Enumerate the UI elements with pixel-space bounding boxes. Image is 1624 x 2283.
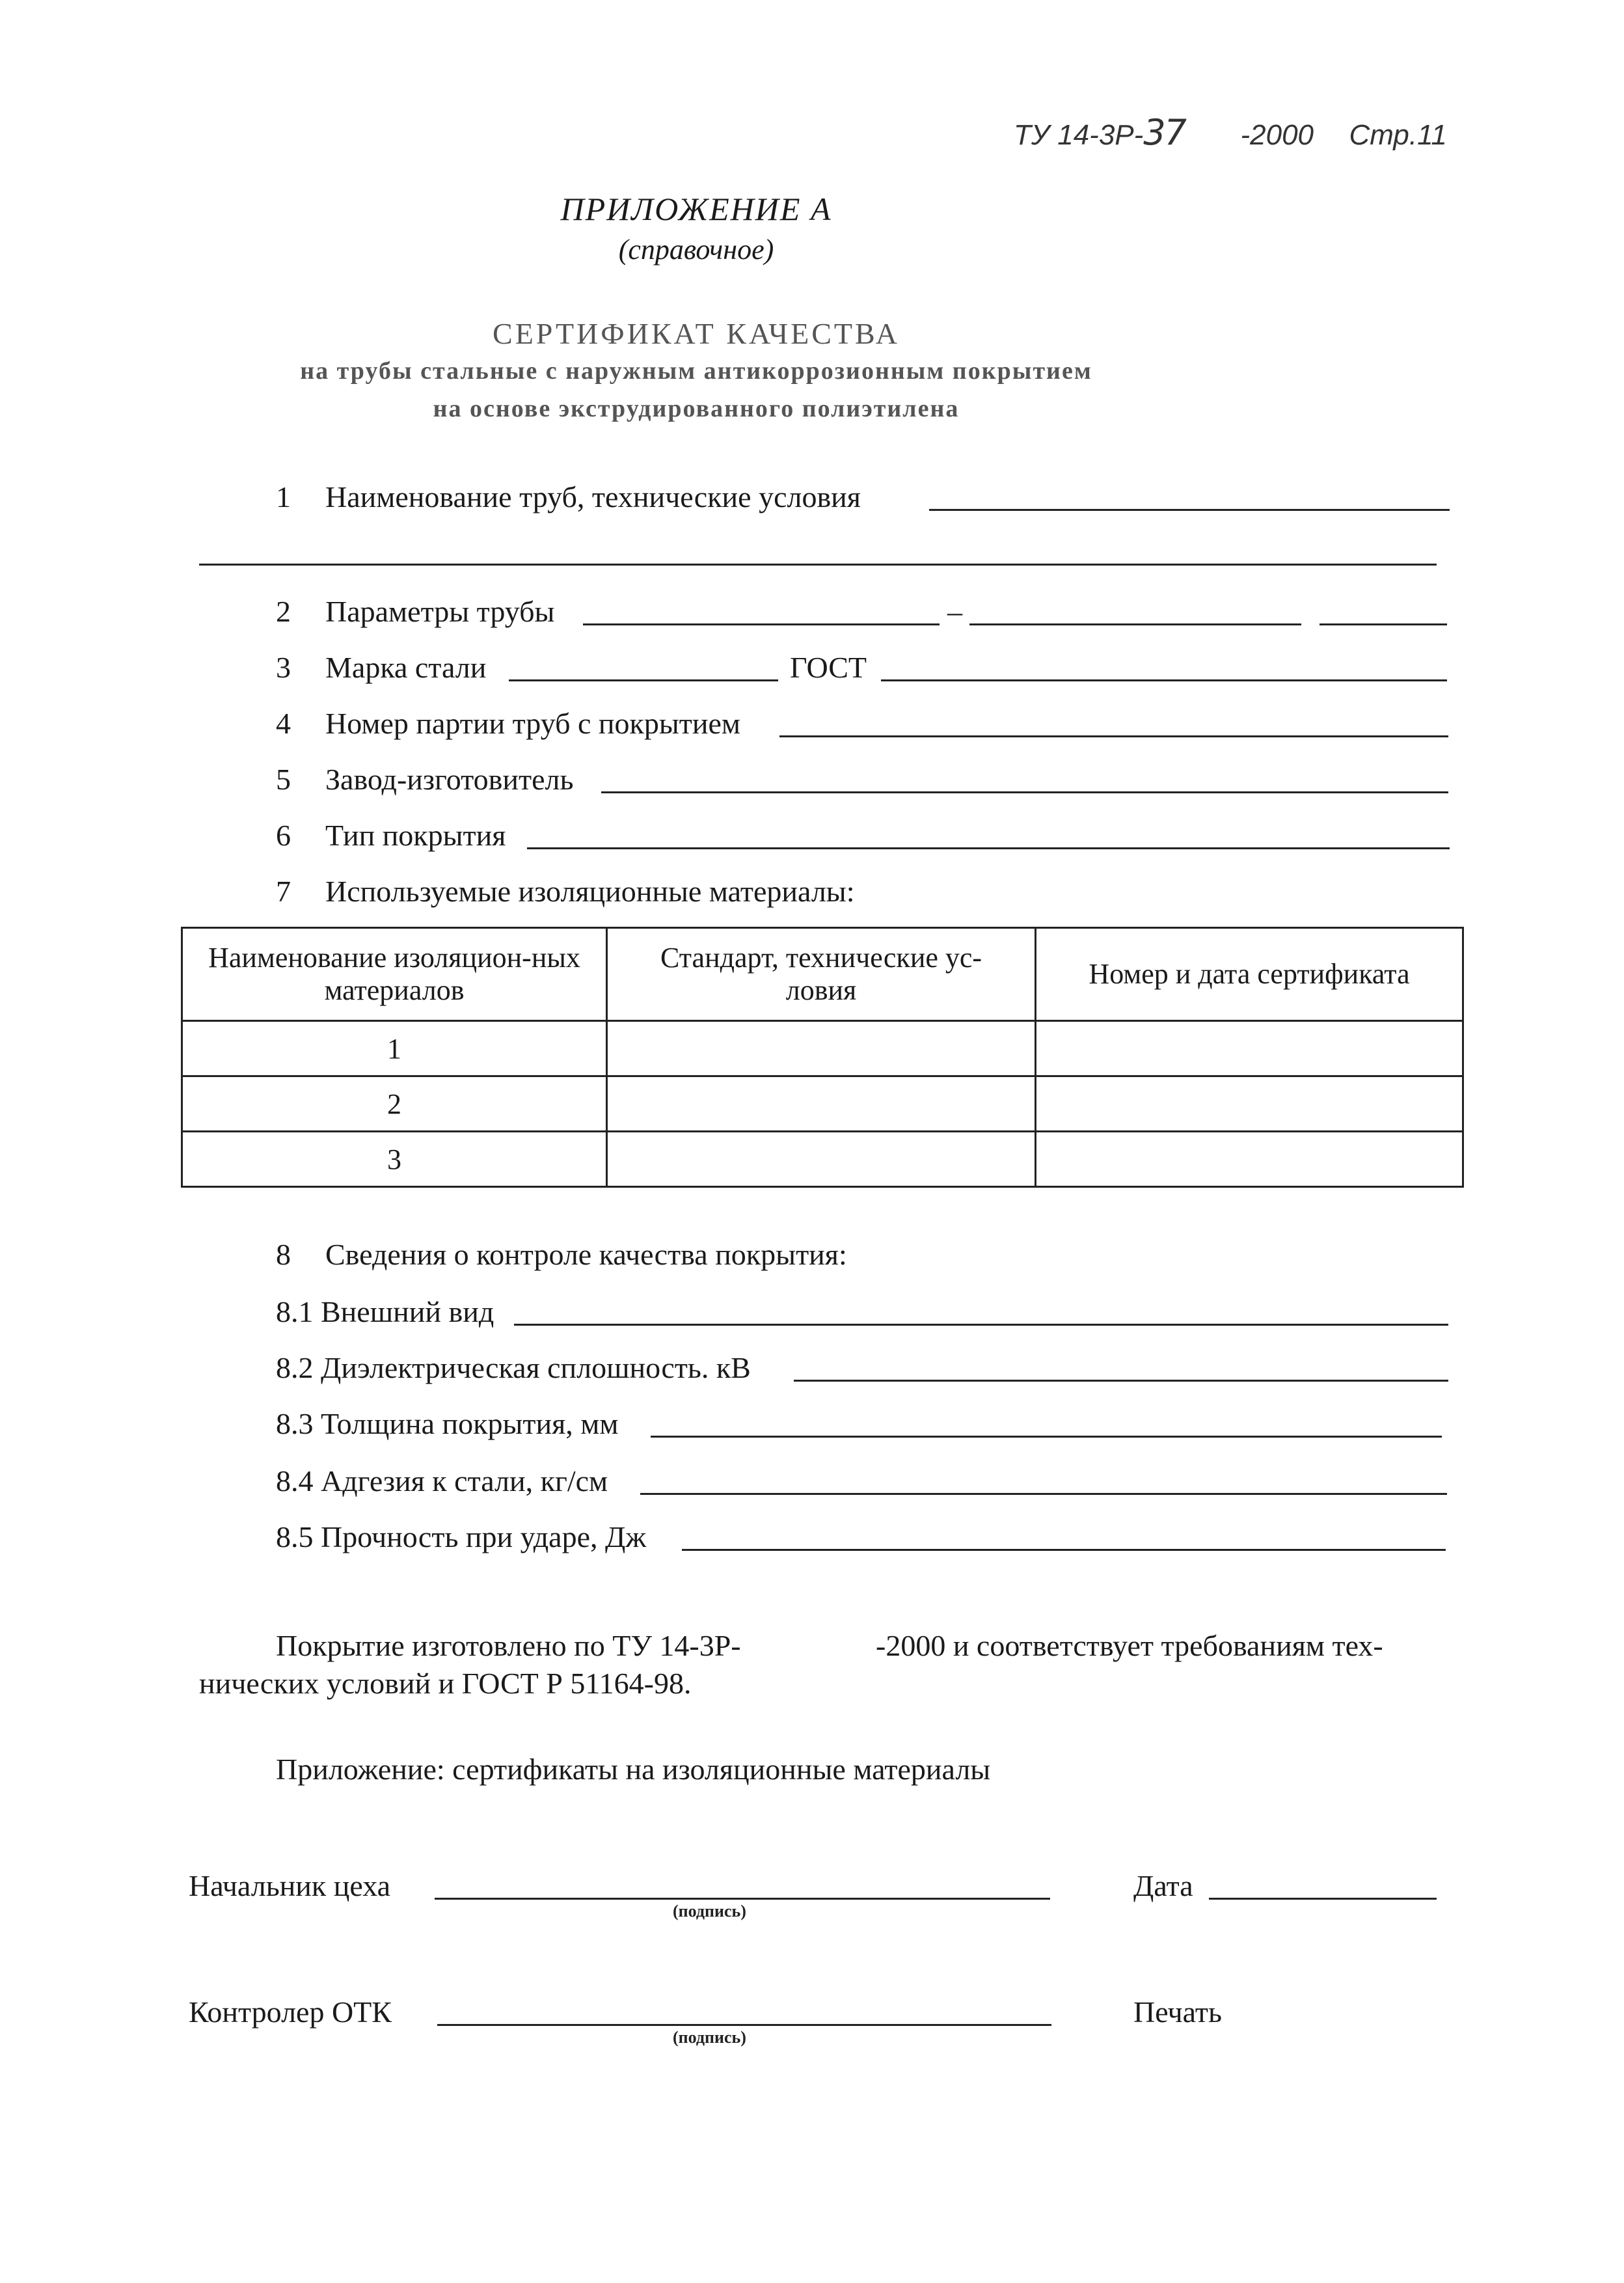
- doc-prefix: ТУ 14-3Р-: [1014, 119, 1144, 151]
- field-number: 4: [276, 707, 291, 740]
- table-cell-certificate[interactable]: [1036, 1076, 1463, 1132]
- thickness-blank[interactable]: [651, 1436, 1442, 1438]
- otk-signature-line[interactable]: [437, 2024, 1051, 2026]
- appearance-blank[interactable]: [514, 1324, 1448, 1326]
- gost-blank[interactable]: [881, 679, 1447, 681]
- stamp-label: Печать: [1133, 1995, 1222, 2029]
- batch-number-blank[interactable]: [779, 735, 1448, 737]
- field-label-gost: ГОСТ: [790, 651, 867, 684]
- quality-item-thickness: 8.3 Толщина покрытия, мм: [276, 1407, 619, 1440]
- page-number: Стр.11: [1349, 119, 1447, 151]
- impact-blank[interactable]: [682, 1549, 1446, 1551]
- materials-table: [181, 927, 1464, 1188]
- certificate-subtitle-2: на основе экструдированного полиэтилена: [433, 395, 960, 422]
- field-number: 3: [276, 651, 291, 684]
- field-label-pipe-name: Наименование труб, технические условия: [325, 480, 861, 513]
- row-number: 2: [182, 1076, 607, 1132]
- shop-head-signature-line[interactable]: [435, 1898, 1050, 1900]
- signature-hint: (подпись): [673, 1902, 746, 1921]
- appendix-title: ПРИЛОЖЕНИЕ А: [560, 191, 832, 227]
- column-header-material-name: Наименование изоляцион-ных материалов: [182, 928, 607, 1021]
- attachment-note: Приложение: сертификаты на изоляционные материалы: [276, 1753, 991, 1786]
- quality-item-appearance: 8.1 Внешний вид: [276, 1295, 494, 1328]
- doc-number: 37: [1143, 112, 1186, 153]
- quality-heading: Сведения о контроле качества покрытия:: [325, 1238, 847, 1271]
- field-label-coating-type: Тип покрытия: [325, 819, 506, 852]
- quality-item-dielectric: 8.2 Диэлектрическая сплошность. кВ: [276, 1351, 751, 1384]
- params-separator: –: [947, 595, 962, 628]
- field-number: 5: [276, 763, 291, 796]
- field-label-steel-grade: Марка стали: [325, 651, 487, 684]
- pipe-name-blank-line2[interactable]: [199, 564, 1437, 566]
- field-number: 2: [276, 595, 291, 628]
- table-row: [182, 1076, 1463, 1132]
- shop-head-label: Начальник цеха: [189, 1869, 391, 1902]
- row-number: 1: [182, 1021, 607, 1076]
- column-header-certificate: Номер и дата сертификата: [1036, 928, 1463, 1021]
- statement-part2: -2000 и соответствует требованиям тех-: [876, 1629, 1383, 1662]
- certificate-title: СЕРТИФИКАТ КАЧЕСТВА: [493, 317, 900, 350]
- quality-item-impact: 8.5 Прочность при ударе, Дж: [276, 1520, 647, 1553]
- table-cell-standard[interactable]: [607, 1021, 1036, 1076]
- dielectric-blank[interactable]: [794, 1380, 1448, 1382]
- field-label-manufacturer: Завод-изготовитель: [325, 763, 574, 796]
- field-label-pipe-params: Параметры трубы: [325, 595, 555, 628]
- table-cell-standard[interactable]: [607, 1132, 1036, 1187]
- steel-grade-blank[interactable]: [509, 679, 778, 681]
- adhesion-blank[interactable]: [640, 1493, 1447, 1495]
- field-label-batch-number: Номер партии труб с покрытием: [325, 707, 741, 740]
- pipe-params-blank-3[interactable]: [1320, 623, 1447, 625]
- field-number: 7: [276, 875, 291, 908]
- table-cell-certificate[interactable]: [1036, 1021, 1463, 1076]
- table-row: [182, 1132, 1463, 1187]
- appendix-subtitle: (справочное): [618, 234, 774, 266]
- row-number: 3: [182, 1132, 607, 1187]
- certificate-subtitle-1: на трубы стальные с наружным антикоррозионным покрытием: [300, 357, 1092, 385]
- doc-year: -2000: [1240, 119, 1314, 151]
- statement-line2: нических условий и ГОСТ Р 51164-98.: [199, 1667, 692, 1700]
- manufacturer-blank[interactable]: [601, 791, 1448, 793]
- table-row: [182, 1021, 1463, 1076]
- section-number: 8: [276, 1238, 291, 1271]
- field-number: 1: [276, 480, 291, 513]
- pipe-params-blank-2[interactable]: [969, 623, 1301, 625]
- otk-label: Контролер ОТК: [189, 1995, 392, 2029]
- table-cell-certificate[interactable]: [1036, 1132, 1463, 1187]
- field-number: 6: [276, 819, 291, 852]
- signature-hint: (подпись): [673, 2028, 746, 2047]
- document-reference: [1014, 112, 1447, 153]
- date-label: Дата: [1133, 1869, 1193, 1902]
- coating-type-blank[interactable]: [527, 847, 1450, 849]
- statement-part1: Покрытие изготовлено по ТУ 14-3Р-: [276, 1629, 741, 1662]
- pipe-name-blank[interactable]: [929, 509, 1450, 511]
- field-label-materials: Используемые изоляционные материалы:: [325, 875, 855, 908]
- quality-item-adhesion: 8.4 Адгезия к стали, кг/см: [276, 1464, 608, 1497]
- date-blank[interactable]: [1209, 1898, 1437, 1900]
- pipe-params-blank-1[interactable]: [583, 623, 940, 625]
- table-cell-standard[interactable]: [607, 1076, 1036, 1132]
- column-header-standard: Стандарт, технические ус-ловия: [607, 928, 1036, 1021]
